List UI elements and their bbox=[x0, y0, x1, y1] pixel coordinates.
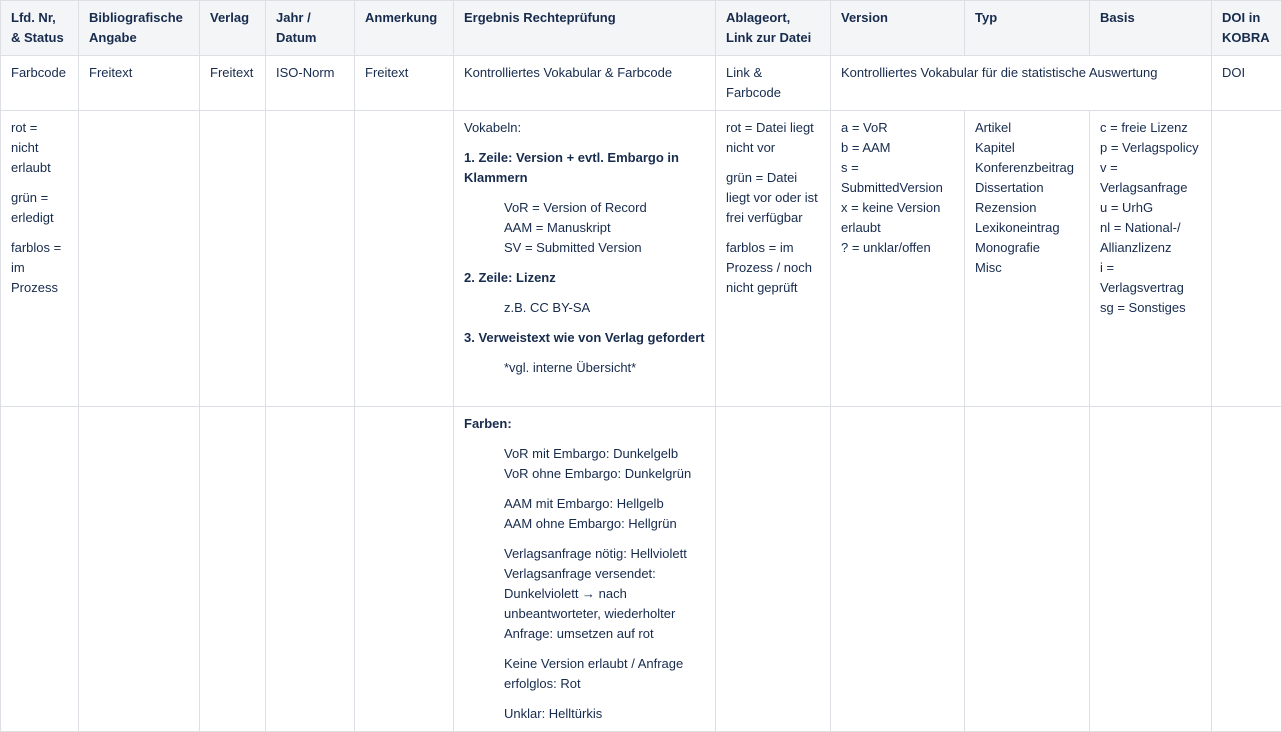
status-farblos: farblos = im Prozess bbox=[11, 238, 68, 298]
list-item: i = Verlagsvertrag bbox=[1100, 258, 1201, 298]
cell-ergebnis-vokabeln bbox=[454, 111, 716, 407]
cell-empty bbox=[200, 407, 266, 732]
list-item: x = keine Version erlaubt bbox=[841, 198, 954, 238]
cell-jahr-type: ISO-Norm bbox=[266, 56, 355, 111]
list-item: Monografie bbox=[975, 238, 1079, 258]
list-item: Keine Version erlaubt / Anfrage erfolglos: Rot bbox=[504, 654, 705, 694]
cell-empty bbox=[831, 407, 965, 732]
list-item: sg = Sonstiges bbox=[1100, 298, 1201, 318]
cell-biblio-type: Freitext bbox=[79, 56, 200, 111]
header-row bbox=[1, 1, 1281, 56]
cell-empty bbox=[200, 111, 266, 407]
list-item: u = UrhG bbox=[1100, 198, 1201, 218]
status-rot: rot = nicht erlaubt bbox=[11, 118, 68, 178]
farben-group bbox=[464, 494, 705, 534]
header-anmerkung: Anmerkung bbox=[355, 1, 454, 56]
list-item: v = Verlagsanfrage bbox=[1100, 158, 1201, 198]
cell-verlag-type: Freitext bbox=[200, 56, 266, 111]
cell-empty bbox=[79, 407, 200, 732]
cell-empty bbox=[79, 111, 200, 407]
list-item: VoR ohne Embargo: Dunkelgrün bbox=[504, 464, 705, 484]
farben-group bbox=[464, 654, 705, 694]
cell-empty bbox=[965, 407, 1090, 732]
list-item: p = Verlagspolicy bbox=[1100, 138, 1201, 158]
zeile2-title: 2. Zeile: Lizenz bbox=[464, 268, 705, 288]
header-lfd: Lfd. Nr, & Status bbox=[1, 1, 79, 56]
header-typ: Typ bbox=[965, 1, 1090, 56]
list-item: VoR = Version of Record bbox=[504, 198, 705, 218]
status-gruen: grün = erledigt bbox=[11, 188, 68, 228]
list-item: Kapitel bbox=[975, 138, 1079, 158]
list-item: s = SubmittedVersion bbox=[841, 158, 954, 198]
ablage-farblos: farblos = im Prozess / noch nicht geprüft bbox=[726, 238, 820, 298]
zeile3-title: 3. Verweistext wie von Verlag gefordert bbox=[464, 328, 705, 348]
farben-group bbox=[464, 444, 705, 484]
cell-empty bbox=[355, 407, 454, 732]
zeile1-list bbox=[464, 198, 705, 258]
zeile3-list bbox=[464, 358, 705, 378]
cell-empty bbox=[1212, 111, 1281, 407]
colors-row bbox=[1, 407, 1281, 732]
farben-label: Farben: bbox=[464, 414, 705, 434]
header-doi: DOI in KOBRA bbox=[1212, 1, 1281, 56]
cell-typ bbox=[965, 111, 1090, 407]
cell-empty bbox=[266, 111, 355, 407]
cell-lfd-type: Farbcode bbox=[1, 56, 79, 111]
vokabeln-label: Vokabeln: bbox=[464, 118, 705, 138]
list-item: Verlagsanfrage versendet: Dunkelviolett → nach unbeantworteter, wiederholter Anfrage: umsetzen auf rot bbox=[504, 564, 705, 644]
cell-empty bbox=[1090, 407, 1212, 732]
cell-ablage bbox=[716, 111, 831, 407]
header-basis: Basis bbox=[1090, 1, 1212, 56]
cell-version bbox=[831, 111, 965, 407]
cell-basis bbox=[1090, 111, 1212, 407]
list-item: nl = National-/ Allianzlizenz bbox=[1100, 218, 1201, 258]
zeile1-title: 1. Zeile: Version + evtl. Embargo in Klammern bbox=[464, 148, 705, 188]
vocab-row bbox=[1, 111, 1281, 407]
cell-version-typ-basis-type: Kontrolliertes Vokabular für die statistische Auswertung bbox=[831, 56, 1212, 111]
header-ergebnis: Ergebnis Rechteprüfung bbox=[454, 1, 716, 56]
header-version: Version bbox=[831, 1, 965, 56]
header-ablage: Ablageort, Link zur Datei bbox=[716, 1, 831, 56]
list-item: Dissertation bbox=[975, 178, 1079, 198]
list-item: VoR mit Embargo: Dunkelgelb bbox=[504, 444, 705, 464]
list-item: *vgl. interne Übersicht* bbox=[504, 358, 705, 378]
list-item: Rezension bbox=[975, 198, 1079, 218]
type-row bbox=[1, 56, 1281, 111]
cell-anmerkung-type: Freitext bbox=[355, 56, 454, 111]
list-item: z.B. CC BY-SA bbox=[504, 298, 705, 318]
list-item: Lexikoneintrag bbox=[975, 218, 1079, 238]
zeile2-list bbox=[464, 298, 705, 318]
list-item: ? = unklar/offen bbox=[841, 238, 954, 258]
list-item: a = VoR bbox=[841, 118, 954, 138]
cell-status bbox=[1, 111, 79, 407]
list-item: Misc bbox=[975, 258, 1079, 278]
cell-empty bbox=[716, 407, 831, 732]
cell-ablage-type: Link & Farbcode bbox=[716, 56, 831, 111]
farben-group bbox=[464, 704, 705, 724]
list-item: SV = Submitted Version bbox=[504, 238, 705, 258]
list-item: Konferenzbeitrag bbox=[975, 158, 1079, 178]
list-item: AAM = Manuskript bbox=[504, 218, 705, 238]
cell-empty bbox=[1, 407, 79, 732]
cell-ergebnis-type: Kontrolliertes Vokabular & Farbcode bbox=[454, 56, 716, 111]
cell-empty bbox=[355, 111, 454, 407]
list-item: b = AAM bbox=[841, 138, 954, 158]
farben-group bbox=[464, 544, 705, 644]
list-item: AAM ohne Embargo: Hellgrün bbox=[504, 514, 705, 534]
list-item: AAM mit Embargo: Hellgelb bbox=[504, 494, 705, 514]
header-jahr: Jahr / Datum bbox=[266, 1, 355, 56]
header-verlag: Verlag bbox=[200, 1, 266, 56]
ablage-gruen: grün = Datei liegt vor oder ist frei verfügbar bbox=[726, 168, 820, 228]
list-item: Verlagsanfrage nötig: Hellviolett bbox=[504, 544, 705, 564]
list-item: c = freie Lizenz bbox=[1100, 118, 1201, 138]
header-biblio: Bibliografische Angabe bbox=[79, 1, 200, 56]
cell-empty bbox=[266, 407, 355, 732]
cell-doi-type: DOI bbox=[1212, 56, 1281, 111]
cell-ergebnis-farben bbox=[454, 407, 716, 732]
cell-empty bbox=[1212, 407, 1281, 732]
list-item: Artikel bbox=[975, 118, 1079, 138]
list-item: Unklar: Helltürkis bbox=[504, 704, 705, 724]
ablage-rot: rot = Datei liegt nicht vor bbox=[726, 118, 820, 158]
